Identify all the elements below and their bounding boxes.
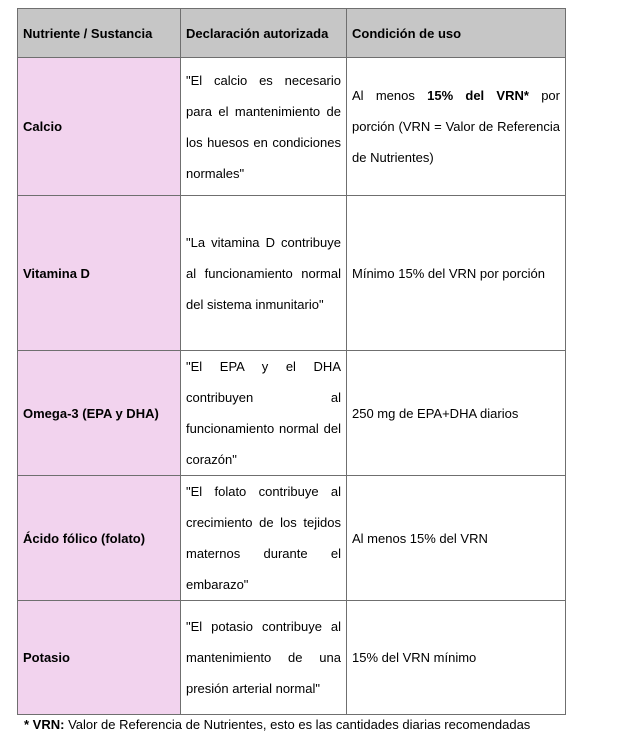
table-row: [18, 196, 566, 351]
table-row: [18, 58, 566, 196]
condition-text: Al menos: [352, 88, 428, 103]
claim-cell: "La vitamina D contribuye al funcionamiento normal del sistema inmunitario": [181, 196, 347, 351]
footnote-label: * VRN:: [24, 717, 65, 732]
document-body: [17, 8, 565, 735]
condition-cell: Al menos 15% del VRN: [347, 476, 566, 601]
table-row: [18, 476, 566, 601]
condition-cell: Mínimo 15% del VRN por porción: [347, 196, 566, 351]
condition-cell: 15% del VRN mínimo: [347, 601, 566, 715]
nutrient-cell: Calcio: [18, 58, 181, 196]
nutrient-cell: Omega-3 (EPA y DHA): [18, 351, 181, 476]
claim-cell: "El potasio contribuye al mantenimiento de una presión arterial normal": [181, 601, 347, 715]
table-row: [18, 601, 566, 715]
footnote: [17, 715, 565, 735]
header-nutrient: Nutriente / Sustancia: [18, 9, 181, 58]
health-claims-table: [17, 8, 566, 715]
claim-cell: "El folato contribuye al crecimiento de los tejidos maternos durante el embarazo": [181, 476, 347, 601]
table-header-row: [18, 9, 566, 58]
header-condition: Condición de uso: [347, 9, 566, 58]
footnote-text: Valor de Referencia de Nutrientes, esto es las cantidades diarias recomendadas: [64, 717, 531, 732]
nutrient-cell: Vitamina D: [18, 196, 181, 351]
nutrient-cell: Ácido fólico (folato): [18, 476, 181, 601]
nutrient-cell: Potasio: [18, 601, 181, 715]
claim-cell: "El calcio es necesario para el mantenimiento de los huesos en condiciones normales": [181, 58, 347, 196]
condition-cell: [347, 58, 566, 196]
table-row: [18, 351, 566, 476]
claim-cell: "El EPA y el DHA contribuyen al funcionamiento normal del corazón": [181, 351, 347, 476]
condition-highlight: 15% del VRN*: [427, 88, 529, 103]
condition-cell: 250 mg de EPA+DHA diarios: [347, 351, 566, 476]
condition-text: por porción (VRN = Valor de Referencia de Nutrientes): [352, 88, 560, 165]
header-claim: Declaración autorizada: [181, 9, 347, 58]
